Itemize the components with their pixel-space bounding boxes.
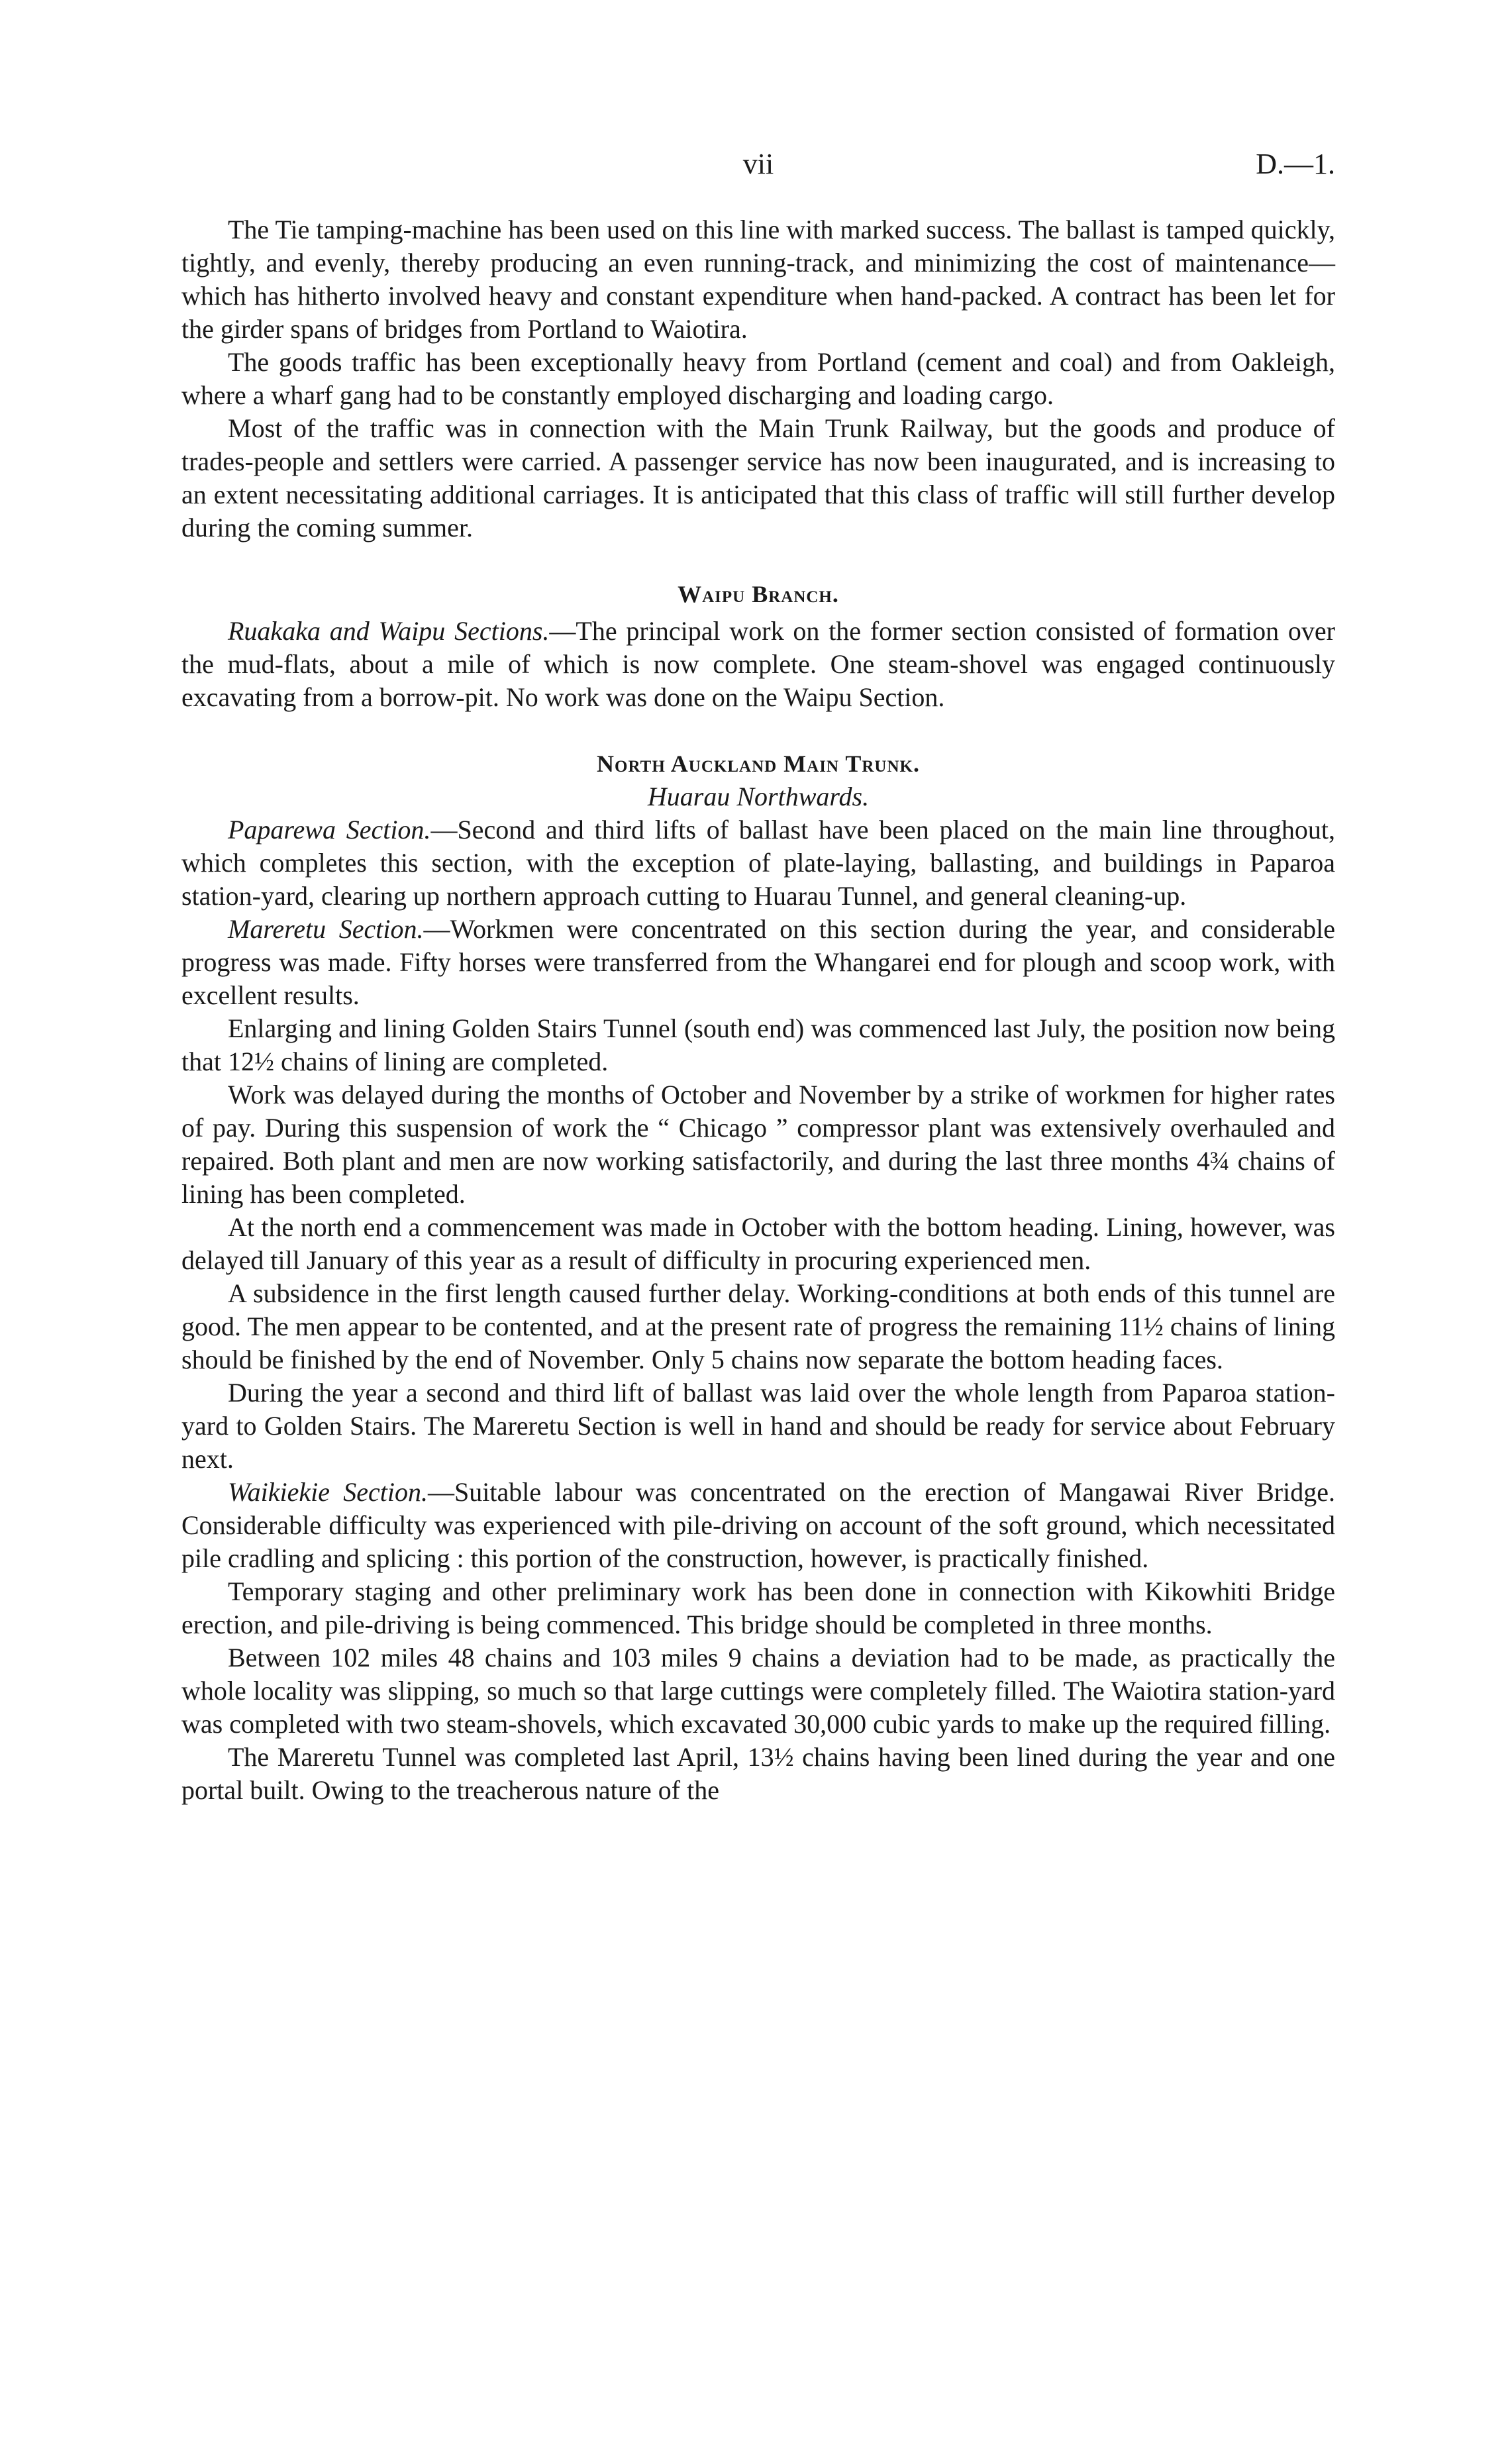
page-number: vii — [742, 148, 774, 180]
section-lead: Waikiekie Section. — [228, 1477, 428, 1507]
section-lead: Mareretu Section. — [228, 914, 424, 944]
paragraph: The goods traffic has been exceptionally heavy from Portland (cement and coal) and from Oakleigh, where a wharf gang had to be constantly employed discharging and loading cargo. — [181, 347, 1335, 410]
paragraph-text: —Suitable labour was concentrated on the erection of Mangawai River Bridge. Considerable difficulty was experienced with pile-driving on account of the soft ground, which necessitated pile cradling and splicing : this portion of the construction, however, is practically finished. — [181, 1477, 1335, 1573]
paragraph-ruakaka-waipu — [181, 615, 1335, 714]
paragraph: A subsidence in the first length caused further delay. Working-conditions at both ends of this tunnel are good. The men appear to be contented, and at the present rate of progress the remaining 11½ chains of lining should be finished by the end of November. Only 5 chains now separate the bottom heading faces. — [181, 1278, 1335, 1374]
paragraph-paparoa-section — [181, 813, 1335, 913]
sub-heading-huarau-northwards: Huarau Northwards. — [647, 782, 870, 811]
paragraph-mareretu-section — [181, 913, 1335, 1012]
paragraph-text: —Second and third lifts of ballast have been placed on the main line throughout, which completes this section, with the exception of plate-laying, ballasting, and buildings in Paparoa station-yard, clearing up northern approach cutting to Huarau Tunnel, and general cleaning-up. — [181, 815, 1335, 911]
page-header — [181, 147, 1335, 187]
paragraph: Work was delayed during the months of October and November by a strike of workmen for higher rates of pay. During this suspension of work the “ Chicago ” compressor plant was extensively overhauled and repaired. Both plant and men are now working satisfactorily, and during the last three months 4¾ chains of lining has been completed. — [181, 1080, 1335, 1209]
paragraph: The Mareretu Tunnel was completed last April, 13½ chains having been lined during the year and one portal built. Owing to the treacherous nature of the — [181, 1742, 1335, 1805]
paragraph-text: —The principal work on the former section consisted of formation over the mud-flats, about a mile of which is now complete. One steam-shovel was engaged continuously excavating from a borrow-pit. No work was done on the Waipu Section. — [181, 616, 1335, 712]
paragraph-waikiekie-section — [181, 1476, 1335, 1575]
document-page — [181, 0, 1335, 2464]
paragraph: Temporary staging and other preliminary work has been done in connection with Kikowhiti Bridge erection, and pile-driving is being commenced. This bridge should be completed in three months. — [181, 1576, 1335, 1639]
section-lead: Ruakaka and Waipu Sections. — [228, 616, 550, 646]
paragraph: Enlarging and lining Golden Stairs Tunnel (south end) was commenced last July, the position now being that 12½ chains of lining are completed. — [181, 1013, 1335, 1076]
paragraph: At the north end a commencement was made in October with the bottom heading. Lining, however, was delayed till January of this year as a result of difficulty in procuring experienced men. — [181, 1212, 1335, 1275]
paragraph: The Tie tamping-machine has been used on this line with marked success. The ballast is tamped quickly, tightly, and evenly, thereby producing an even running-track, and minimizing the cost of maintenance—which has hitherto involved heavy and constant expenditure when hand-packed. A contract has been let for the girder spans of bridges from Portland to Waiotira. — [181, 215, 1335, 344]
section-lead: Paparewa Section. — [228, 815, 431, 845]
paragraph: Most of the traffic was in connection with the Main Trunk Railway, but the goods and produce of trades-people and settlers were carried. A passenger service has now been inaugurated, and is increasing to an extent necessitating additional carriages. It is anticipated that this class of traffic will still further develop during the coming summer. — [181, 413, 1335, 542]
paragraph: Between 102 miles 48 chains and 103 miles 9 chains a deviation had to be made, as practically the whole locality was slipping, so much so that large cuttings were completely filled. The Waiotira station-yard was completed with two steam-shovels, which excavated 30,000 cubic yards to make up the required filling. — [181, 1643, 1335, 1739]
section-heading-north-auckland: North Auckland Main Trunk. — [597, 750, 920, 777]
page-body — [181, 213, 1335, 1807]
paragraph-text: —Workmen were concentrated on this section during the year, and considerable progress was made. Fifty horses were transferred from the Whangarei end for plough and scoop work, with excellent results. — [181, 914, 1335, 1010]
paragraph: During the year a second and third lift of ballast was laid over the whole length from Paparoa station-yard to Golden Stairs. The Mareretu Section is well in hand and should be ready for service about February next. — [181, 1378, 1335, 1474]
document-reference: D.—1. — [1256, 148, 1335, 180]
section-heading-waipu-branch: Waipu Branch. — [678, 581, 839, 607]
